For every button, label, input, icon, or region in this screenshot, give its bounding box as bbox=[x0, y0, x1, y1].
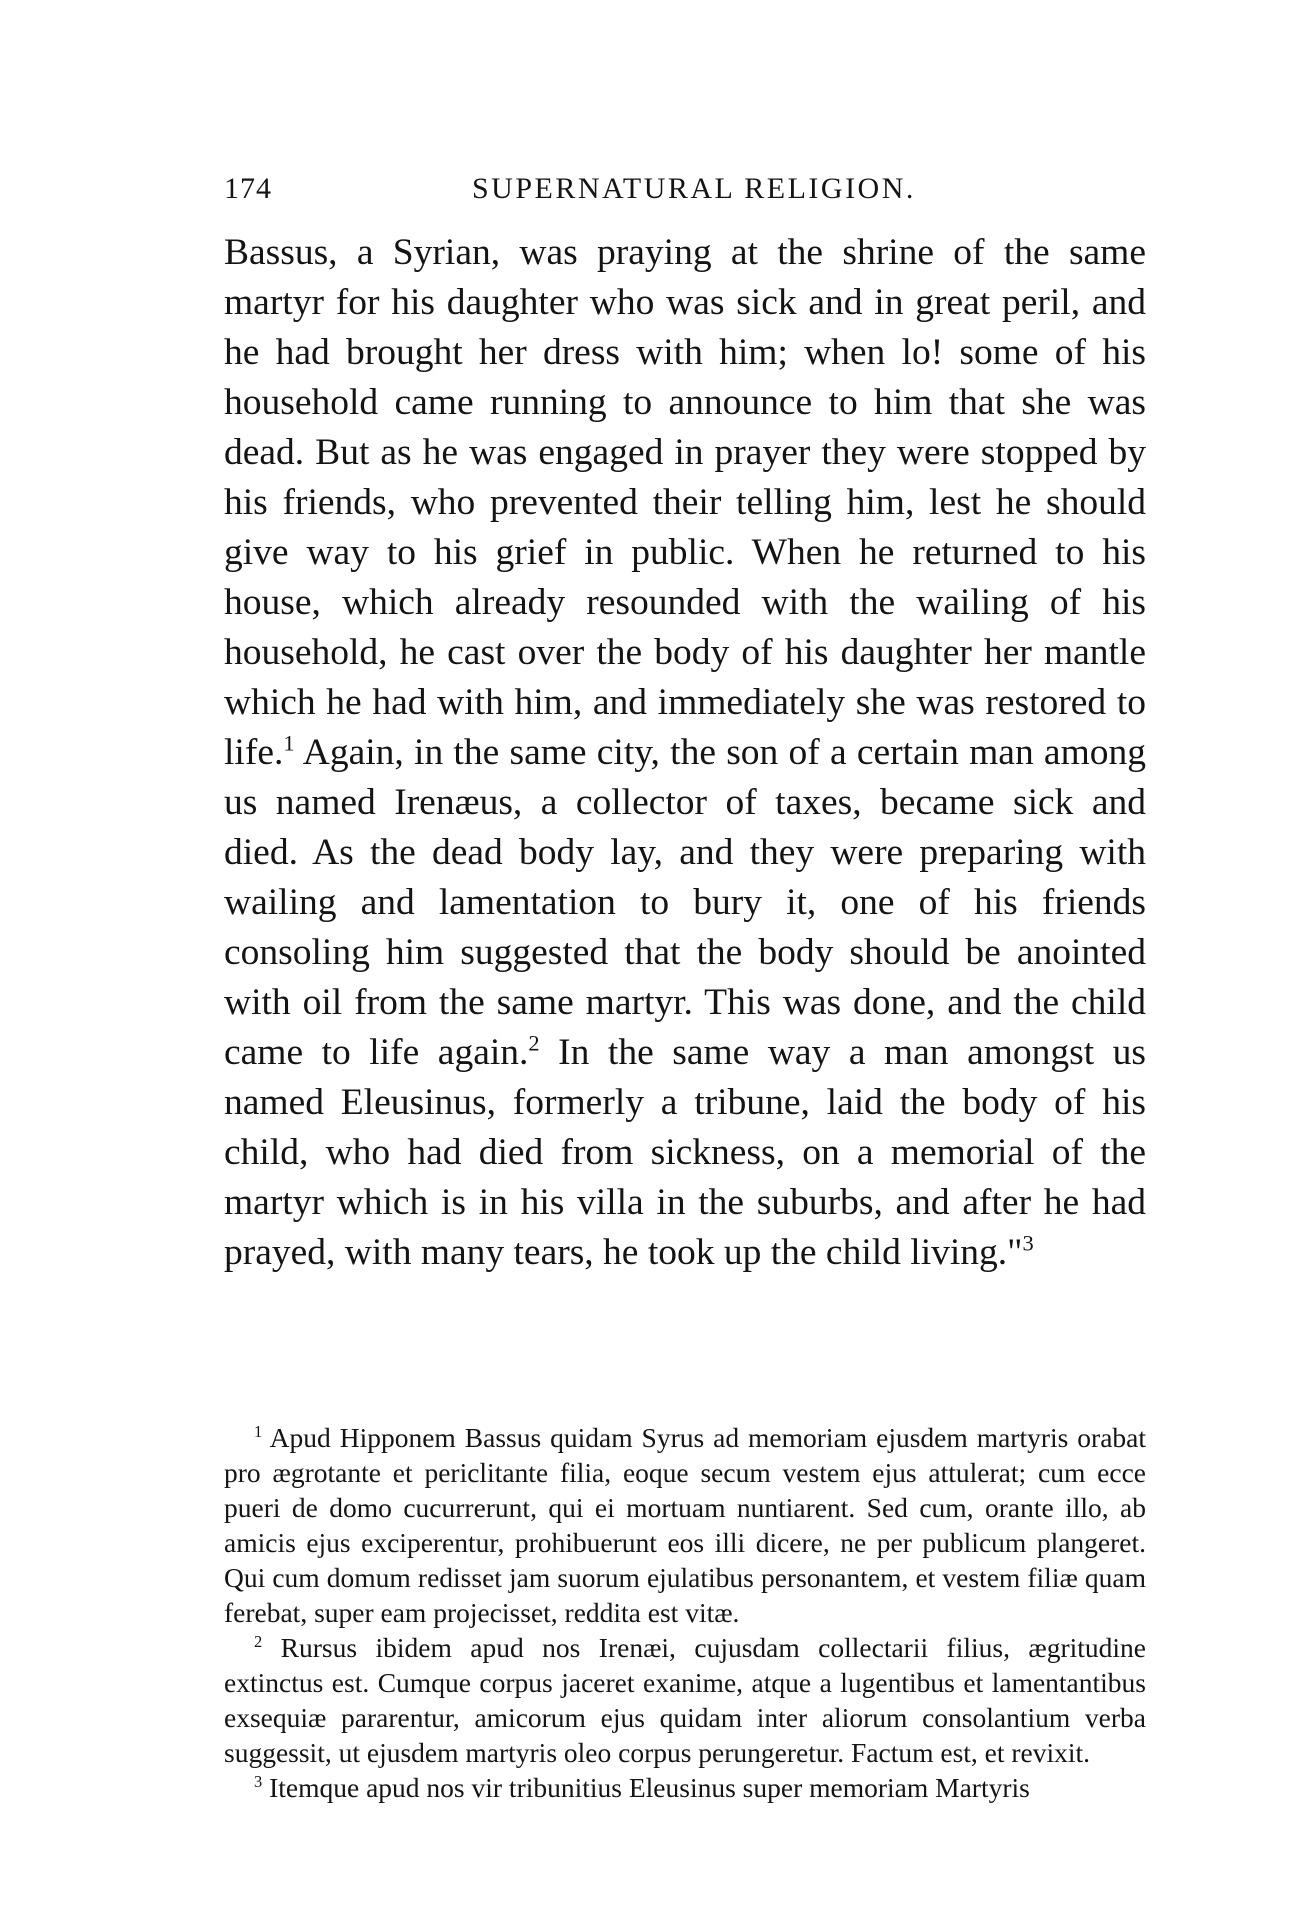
body-text-segment: In the same way a man amongst us named Eleusinus, formerly a tribune, laid the body of his child, who had died from sickness, on a memorial of the martyr which is in his villa in the suburbs, and after he had prayed, with many tears, he took up the child living." bbox=[224, 1032, 1147, 1273]
body-paragraph bbox=[224, 228, 1146, 1278]
footnote-marker: 3 bbox=[254, 1771, 263, 1791]
body-text-segment: Again, in the same city, the son of a certain man among us named Irenæus, a collector of taxes, became sick and died. As the dead body lay, and they were preparing with wailing and lamentation to bury it, one of his friends consoling him suggested that the body should be anointed with oil from the same martyr. This was done, and the child came to life again. bbox=[224, 732, 1146, 1073]
footnote bbox=[224, 1770, 1146, 1805]
footnote-marker: 2 bbox=[254, 1631, 263, 1651]
footnote-reference: 3 bbox=[1022, 1230, 1034, 1256]
running-title: SUPERNATURAL RELIGION. bbox=[472, 172, 916, 205]
body-text-segment: Bassus, a Syrian, was praying at the shrine of the same martyr for his daughter who was sick and in great peril, and he had brought her dress with him; when lo! some of his household came running to announce to him that she was dead. But as he was engaged in prayer they were stopped by his friends, who prevented their telling him, lest he should give way to his grief in public. When he returned to his house, which already resounded with the wailing of his household, he cast over the body of his daughter her mantle which he had with him, and immediately she was restored to life. bbox=[224, 232, 1146, 773]
running-header bbox=[224, 172, 1146, 212]
footnote-text: Rursus ibidem apud nos Irenæi, cujusdam collectarii filius, ægritudine extinctus est. Cumque corpus jaceret exanime, atque a lugentibus et lamentantibus exsequiæ pararentur, amicorum ejus quidam inter aliorum consolantium verba suggessit, ut ejusdem martyris oleo corpus perungeretur. Factum est, et revixit. bbox=[224, 1632, 1146, 1768]
footnote-text: Apud Hipponem Bassus quidam Syrus ad memoriam ejusdem martyris orabat pro ægrotante et periclitante filia, eoque secum vestem ejus attulerat; cum ecce pueri de domo cucurrerunt, qui ei mortuam nuntiarent. Sed cum, orante illo, ab amicis ejus exciperentur, prohibuerunt eos illi dicere, ne per publicum plangeret. Qui cum domum redisset jam suorum ejulatibus personantem, et vestem filiæ quam ferebat, super eam projecisset, reddita est vitæ. bbox=[224, 1422, 1146, 1628]
footnote-marker: 1 bbox=[254, 1421, 263, 1441]
page-number: 174 bbox=[224, 172, 272, 205]
footnote bbox=[224, 1420, 1146, 1630]
footnote bbox=[224, 1630, 1146, 1770]
footnotes-section bbox=[224, 1420, 1146, 1805]
footnote-text: Itemque apud nos vir tribunitius Eleusinus super memoriam Martyris bbox=[262, 1772, 1030, 1803]
footnote-reference: 1 bbox=[283, 730, 295, 756]
footnote-reference: 2 bbox=[528, 1030, 540, 1056]
